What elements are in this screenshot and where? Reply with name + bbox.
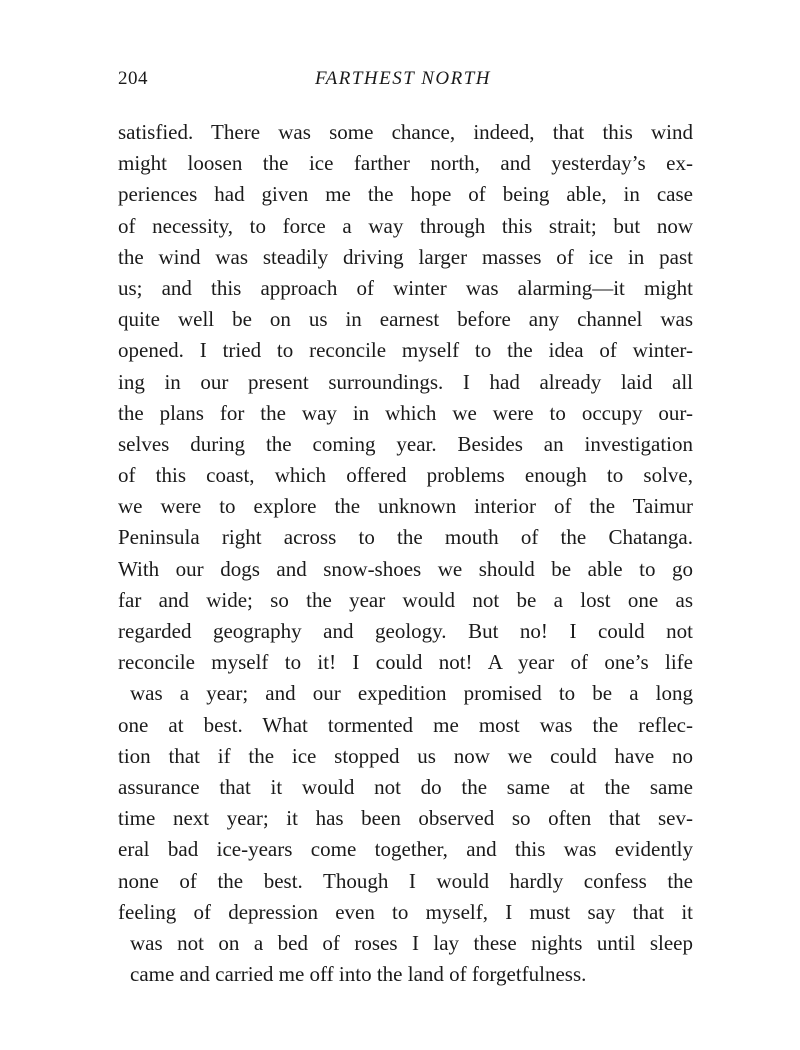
text-line: of this coast, which offered problems enough to solve, xyxy=(118,463,693,488)
text-line: With our dogs and snow-shoes we should be able to go xyxy=(118,556,693,581)
body-text xyxy=(118,117,693,990)
text-line: opened. I tried to reconcile myself to the idea of winter- xyxy=(118,338,693,363)
text-line: none of the best. Though I would hardly confess the xyxy=(118,868,693,893)
text-line: Peninsula right across to the mouth of the Chatanga. xyxy=(118,525,693,550)
text-line: was not on a bed of roses I lay these nights until sleep xyxy=(130,930,693,955)
page-number: 204 xyxy=(118,68,148,89)
text-line: far and wide; so the year would not be a lost one as xyxy=(118,587,693,612)
text-line: regarded geography and geology. But no! I could not xyxy=(118,619,693,643)
text-line: feeling of depression even to myself, I must say that it xyxy=(118,899,693,924)
running-head xyxy=(118,68,688,98)
text-line: tion that if the ice stopped us now we could have no xyxy=(118,743,693,768)
text-line: the wind was steadily driving larger masses of ice in past xyxy=(118,244,693,269)
text-line: ing in our present surroundings. I had already laid all xyxy=(118,369,693,394)
running-title: FARTHEST NORTH xyxy=(314,68,492,89)
text-line: us; and this approach of winter was alarming—it might xyxy=(118,275,693,300)
text-line: time next year; it has been observed so often that sev- xyxy=(118,806,693,831)
text-line: came and carried me off into the land of forgetfulness. xyxy=(130,962,587,987)
text-line: satisfied. There was some chance, indeed, that this wind xyxy=(118,120,693,144)
text-line: of necessity, to force a way through this strait; but now xyxy=(118,213,693,238)
text-line: eral bad ice-years come together, and this was evidently xyxy=(118,837,693,862)
text-line: we were to explore the unknown interior of the Taimur xyxy=(118,494,693,519)
text-line: assurance that it would not do the same at the same xyxy=(118,774,693,799)
text-line: reconcile myself to it! I could not! A year of one’s life xyxy=(118,650,693,675)
text-line: periences had given me the hope of being able, in case xyxy=(118,182,693,207)
text-line: quite well be on us in earnest before any channel was xyxy=(118,307,693,332)
text-line: one at best. What tormented me most was the reflec- xyxy=(118,712,693,737)
text-line: the plans for the way in which we were to occupy our- xyxy=(118,400,693,425)
text-line: was a year; and our expedition promised to be a long xyxy=(130,681,693,706)
text-line: might loosen the ice farther north, and yesterday’s ex- xyxy=(118,151,693,176)
text-line: selves during the coming year. Besides an investigation xyxy=(118,431,693,456)
